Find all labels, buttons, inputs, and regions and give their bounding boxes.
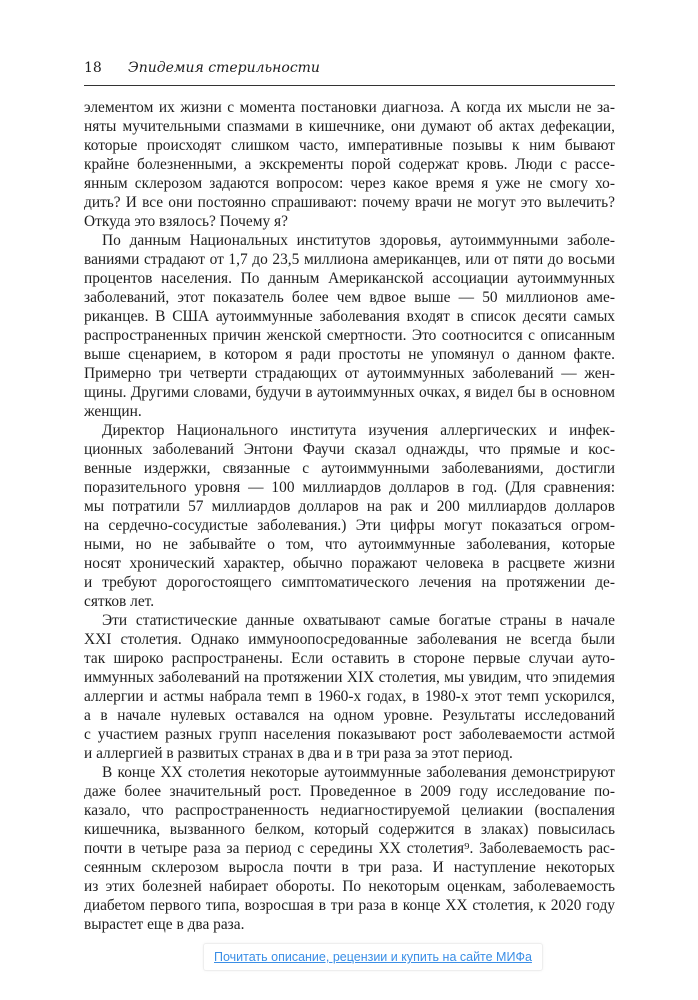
text-line: иммунных заболеваний на протяжении XIX столетия, мы увидим, что эпидемия [84,669,615,686]
text-line: и требуют дорогостоящего симптоматического лечения на протяжении де- [84,574,615,591]
text-line: так широко распространены. Если оставить в стороне первые случаи ауто- [84,650,615,667]
text-line: XXI столетия. Однако иммуноопосредованные заболевания не всегда были [84,631,615,648]
text-line: Откуда это взялось? Почему я? [84,213,288,230]
text-line: риканцев. В США аутоиммунные заболевания входят в список десяти самых [84,308,615,325]
text-line: элементом их жизни с момента постановки диагноза. А когда их мысли не за- [84,99,615,116]
body-text [84,98,615,934]
paragraph [84,231,615,421]
text-line: ными, но не забывайте о том, что аутоиммунные заболевания, которые [84,536,615,553]
text-line: Директор Национального института изучения аллергических и инфек- [102,422,615,439]
text-line: которые происходят слишком часто, императивные позывы к ним бывают [84,137,615,154]
text-line: а в начале нулевых оставался на одном уровне. Результаты исследований [84,707,615,724]
text-line: Эти статистические данные охватывают самые богатые страны в начале [102,612,615,629]
text-line: носят хронический характер, обычно поражают человека в расцвете жизни [84,555,615,572]
text-line: няты мучительными спазмами в кишечнике, они думают об актах дефекации, [84,118,615,135]
text-line: женщин. [84,403,142,420]
text-line: поразительного уровня — 100 миллиардов долларов в год. (Для сравнения: [84,479,615,496]
text-line: распространенных причин женской смертности. Это соотносится с описанным [84,327,615,344]
text-line: диабетом первого типа, возросшая в три раза в конце XX столетия, к 2020 году [84,897,615,914]
text-line: кишечника, вызванного белком, который содержится в злаках) повысилась [84,821,615,838]
text-line: сятков лет. [84,593,155,610]
text-line: и аллергией в развитых странах в два и в три раза за этот период. [84,745,513,762]
text-line: даже более значительный рост. Проведенное в 2009 году исследование по- [84,783,615,800]
text-line: сеянным склерозом выросла почти в три раза. И наступление некоторых [84,859,615,876]
text-line: на сердечно-сосудистые заболевания.) Эти цифры могут показаться огром- [84,517,615,534]
text-line: венные издержки, связанные с аутоиммунными заболеваниями, достигли [84,460,615,477]
paragraph [84,421,615,611]
text-line: с участием разных групп населения показывают рост заболеваемости астмой [84,726,615,743]
text-line: крайне болезненными, а экскременты порой содержат кровь. Люди с рассе- [84,156,615,173]
text-line: процентов населения. По данным Американской ассоциации аутоиммунных [84,270,615,287]
text-line: аллергии и астмы набрала темп в 1960-х годах, в 1980-х этот темп ускорился, [84,688,615,705]
text-line: Примерно три четверти страдающих от аутоиммунных заболеваний — жен- [84,365,615,382]
text-line: янным склерозом задаются вопросом: через какое время я уже не смогу хо- [84,175,615,192]
text-line: ционных заболеваний Энтони Фаучи сказал однажды, что прямые и кос- [84,441,615,458]
text-line: В конце XX столетия некоторые аутоиммунные заболевания демонстрируют [102,764,615,781]
page-number: 18 [84,60,102,76]
buy-link[interactable]: Почитать описание, рецензии и купить на сайте МИФа [203,943,543,971]
text-line: вырастет еще в два раза. [84,916,245,933]
paragraph [84,611,615,763]
text-line: мы потратили 57 миллиардов долларов на рак и 200 миллиардов долларов [84,498,615,515]
text-line: заболеваний, этот показатель более чем вдвое выше — 50 миллионов аме- [84,289,615,306]
text-line: казало, что распространенность недиагностируемой целиакии (воспаления [84,802,615,819]
running-title: Эпидемия стерильности [128,60,320,76]
text-line: выше сценарием, в котором я ради простоты не упомянул о данном факте. [84,346,615,363]
text-line: почти в четыре раза за период с середины XX столетия⁹. Заболеваемость рас- [84,840,615,857]
text-line: ваниями страдают от 1,7 до 23,5 миллиона американцев, или от пяти до восьми [84,251,615,268]
text-line: из этих болезней набирает обороты. По некоторым оценкам, заболеваемость [84,878,615,895]
text-line: По данным Национальных институтов здоровья, аутоиммунными заболе- [102,232,615,249]
paragraph [84,763,615,934]
paragraph [84,98,615,231]
running-header [84,60,320,76]
text-line: дить? И все они постоянно спрашивают: почему врачи не могут это вылечить? [84,194,615,211]
text-line: щины. Другими словами, будучи в аутоиммунных очках, я видел бы в основном [84,384,615,401]
header-rule [84,85,615,86]
